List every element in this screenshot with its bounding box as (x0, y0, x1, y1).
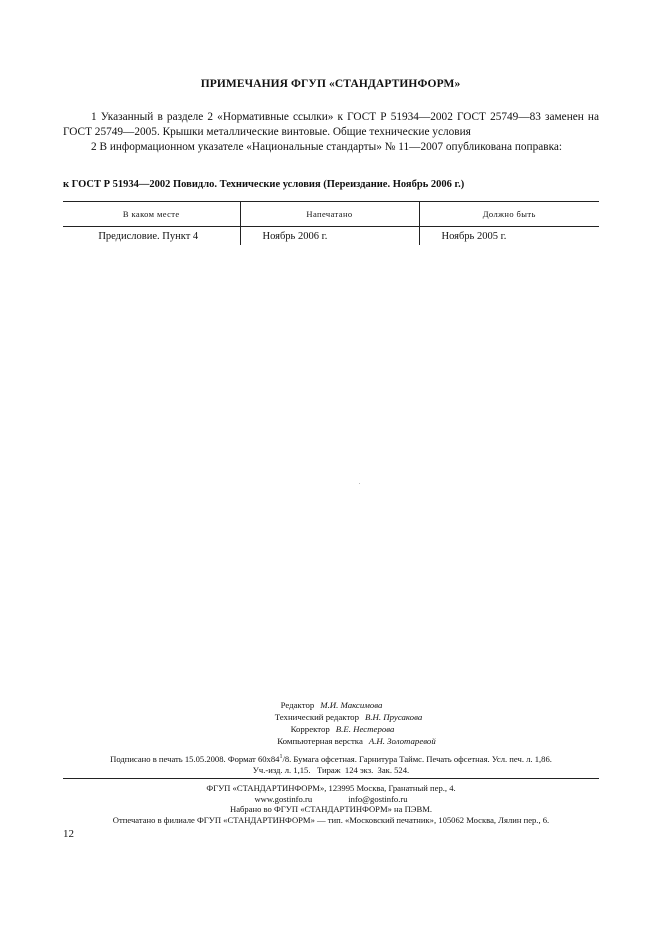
print-imprint (63, 752, 599, 776)
credit-role: Корректор (290, 724, 330, 734)
credit-role: Компьютерная верстка (277, 736, 363, 746)
table-header-row (63, 202, 599, 227)
imprint-text: /8. Бумага офсетная. Гарнитура Таймс. Печать офсетная. Усл. печ. л. 1,86. (282, 753, 552, 764)
publisher-block (63, 783, 599, 825)
credit-name: В.Н. Прусакова (364, 712, 423, 722)
credit-name: М.И. Максимова (320, 700, 383, 710)
credit-role: Технический редактор (274, 712, 359, 722)
credit-tech-editor (0, 711, 661, 723)
credit-name: А.Н. Золотаревой (368, 736, 436, 746)
credit-name: В.Е. Нестерова (335, 724, 395, 734)
imprint-text: Подписано в печать 15.05.2008. Формат 60x84 (110, 753, 280, 764)
page-title: ПРИМЕЧАНИЯ ФГУП «СТАНДАРТИНФОРМ» (200, 78, 461, 90)
cell-printed: Ноябрь 2006 г. (240, 227, 419, 246)
credits-block (0, 699, 661, 747)
cell-location: Предисловие. Пункт 4 (98, 230, 199, 242)
table-row (63, 227, 599, 246)
correction-heading: к ГОСТ Р 51934—2002 Повидло. Технические условия (Переиздание. Ноябрь 2006 г.) (63, 179, 465, 190)
column-header-location: В каком месте (63, 202, 240, 227)
column-header-should-be: Должно быть (419, 202, 599, 227)
imprint-line-2: Уч.-изд. л. 1,15. Тираж 124 экз. Зак. 524. (252, 764, 410, 775)
correction-table (63, 201, 599, 245)
credit-role: Редактор (280, 700, 315, 710)
scan-speck (359, 483, 360, 484)
publisher-email: info@gostinfo.ru (348, 793, 408, 804)
note-1: 1 Указанный в разделе 2 «Нормативные ссылки» к ГОСТ Р 51934—2002 ГОСТ 25749—83 заменен на ГОСТ 25749—2005. Крышки металлические винтовые. Общие технические условия (63, 111, 599, 138)
credit-proofreader (0, 723, 661, 735)
credit-layout (0, 735, 661, 747)
publisher-address: ФГУП «СТАНДАРТИНФОРМ», 123995 Москва, Гранатный пер., 4. (206, 783, 456, 793)
format-superscript: 1 (279, 754, 283, 760)
publisher-website: www.gostinfo.ru (254, 793, 313, 804)
divider (63, 778, 599, 779)
imprint-line-1 (63, 752, 599, 765)
cell-should-be: Ноябрь 2005 г. (419, 227, 599, 246)
note-2: 2 В информационном указателе «Национальные стандарты» № 11—2007 опубликована поправка: (91, 141, 563, 153)
column-header-printed: Напечатано (240, 202, 419, 227)
credit-editor (0, 699, 661, 711)
printed-note: Отпечатано в филиале ФГУП «СТАНДАРТИНФОРМ» — тип. «Московский печатник», 105062 Москва, Лялин пер., 6. (112, 814, 550, 825)
page-number: 12 (63, 828, 74, 840)
typeset-note: Набрано во ФГУП «СТАНДАРТИНФОРМ» на ПЭВМ. (230, 804, 432, 814)
publisher-contacts (63, 794, 599, 805)
